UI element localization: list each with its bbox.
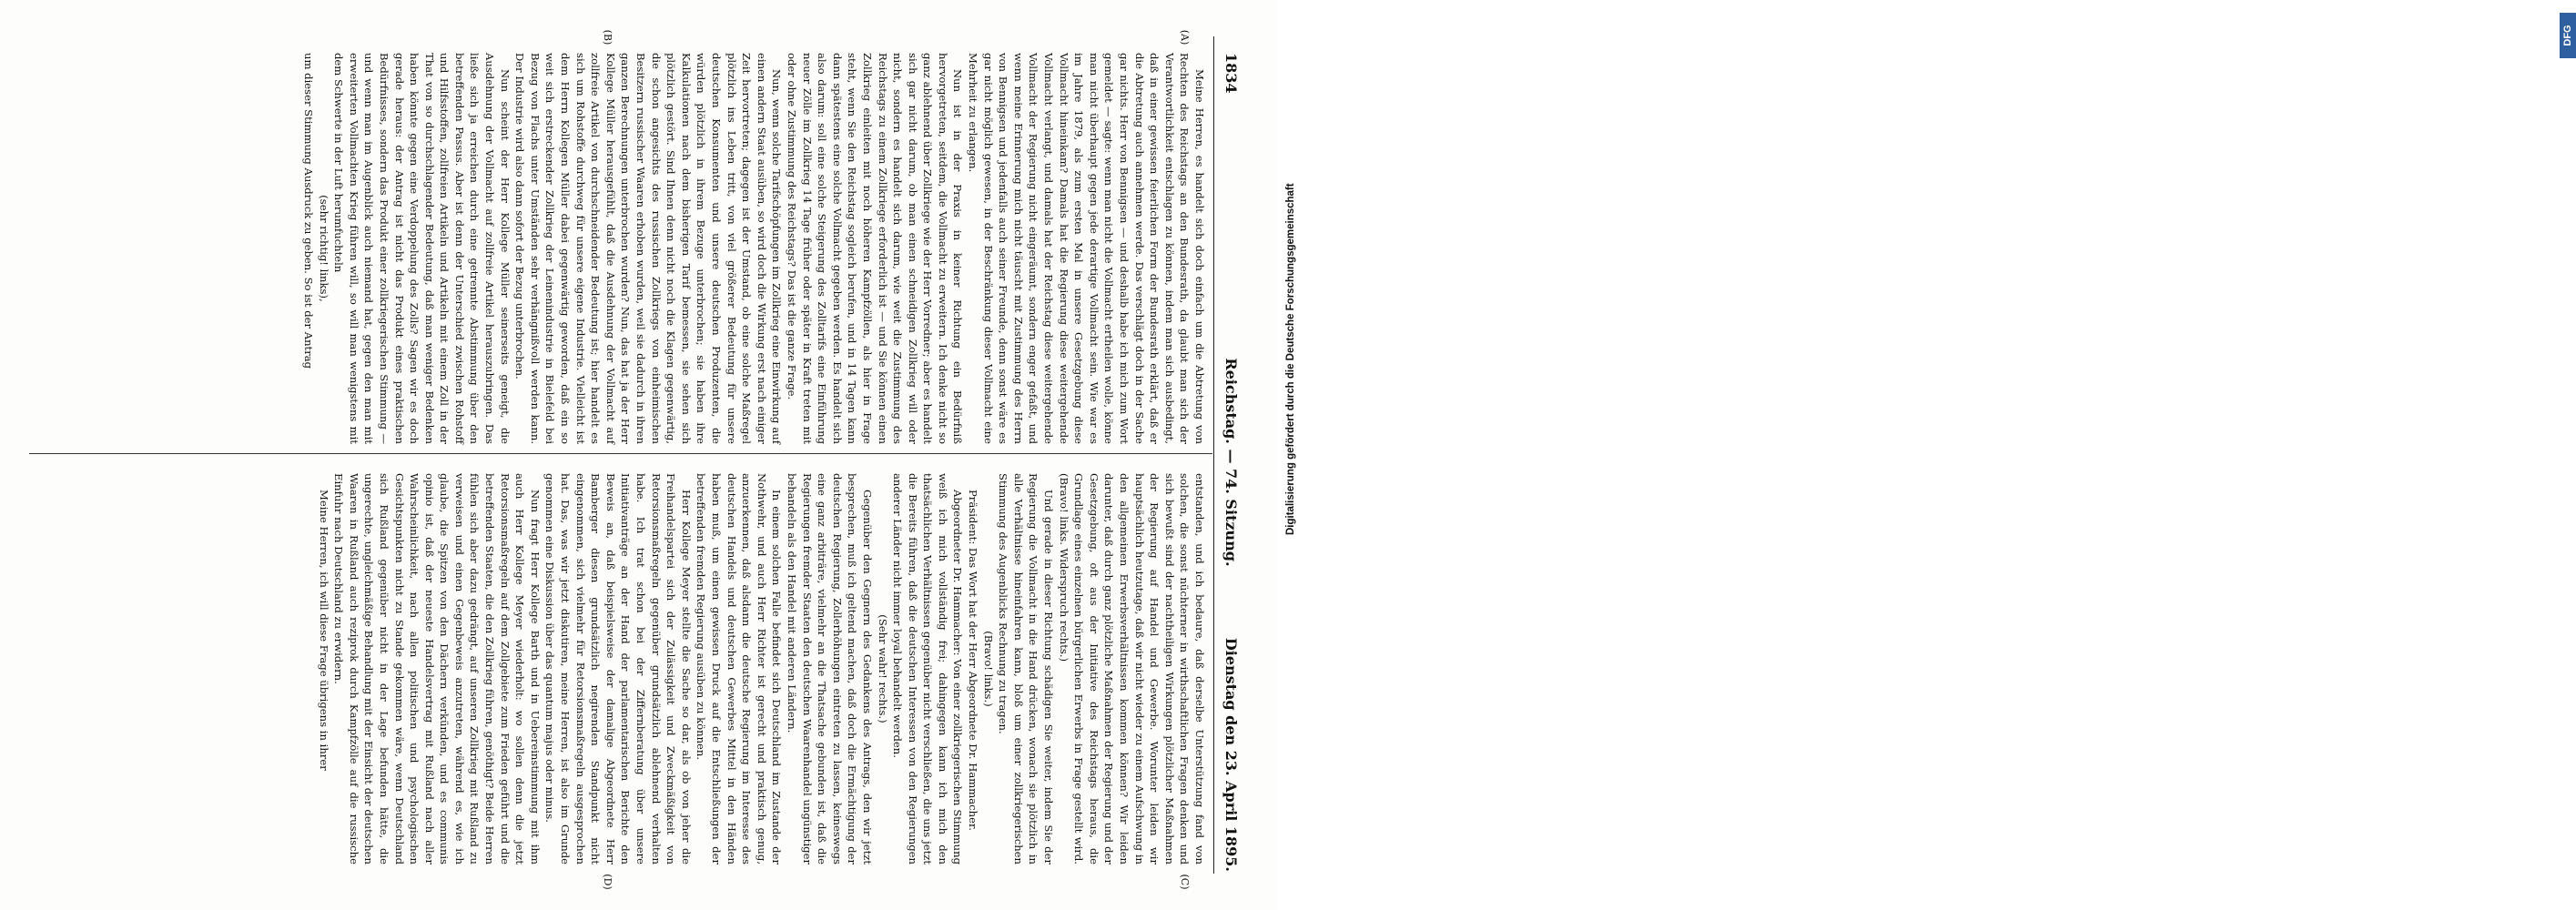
paragraph: entstanden, und ich bedaure, daß derselbe Unterstützung fand von solchen, die sonst nüchterner in wirthschaftlichen Fragen denken und sich bewußt sind der nachtheiligen Wirkungen plötzlicher Maßnahmen der Regierung auf Handel und Gewerbe. Worunter leiden wir hauptsächlich heutzutage, daß wir nicht wieder zu einem Aufschwung in den allgemeinen Erwerbsverhältnissen kommen können? Wir leiden darunter, daß durch ganz plötzliche Maßnahmen der Regierung und der Gesetzgebung, oft aus der Initiative des Reichstags heraus, die Grundlage eines einzelnen bürgerlichen Erwerbs in Frage gestellt wird. (Bravo! links. Widerspruch rechts.) <box>1057 473 1206 864</box>
right-column <box>33 473 1207 864</box>
paragraph: um dieser Stimmung Ausdruck zu geben. So ist der Antrag <box>301 53 315 369</box>
margin-mark-b: (B) <box>602 29 614 46</box>
column-divider <box>29 453 1212 454</box>
margin-mark-d: (D) <box>602 874 614 890</box>
paragraph: Und gerade in dieser Richtung schädigen Sie weiter, indem Sie der Regierung die Vollmacht in die Hand drücken, wonach sie plötzlich in alle Verhältnisse hineinfahren kann, bloß um einer zollkriegerischen Stimmung des Augenblicks Rechnung zu tragen. <box>997 473 1056 864</box>
interjection: (sehr richtig! links), <box>317 195 330 302</box>
left-column <box>33 53 1207 444</box>
digitization-note: Digitalisierung gefördert durch die Deutsche Forschungsgemeinschaft <box>1285 183 1296 535</box>
page-content <box>0 0 1247 910</box>
dfg-logo-text: DFG <box>2562 25 2573 46</box>
paragraph: Meine Herren, ich will diese Frage übrigens in ihrer <box>317 490 330 771</box>
running-header <box>1218 53 1240 872</box>
paragraph: Nun, wenn solche Tarifschöpfungen im Zollkrieg eine Einwirkung auf einen andern Staat ausüben, so wird doch die Wirkung erst nach einiger Zeit hervortreten; dagegen ist der Umstand, ob eine solche Maßregel plötzlich ins Leben tritt, von viel größerer Bedeutung für unsere deutschen Konsumenten und unsere deutschen Produzenten, die würden plötzlich in ihrem Bezuge unterbrochen; sie haben ihre Kalkulationen nach dem bisherigen Tarif bemessen, sie sehen sich plötzlich gestört. Sind Ihnen denn nicht noch die Klagen gegenwärtig, die schon angesichts des russischen Zollkriegs von einheimischen Besitzern russischer Waaren erhoben wurden, weil sie dadurch in ihren ganzen Berechnungen unterbrochen wurden? Nun, das hat ja der Herr Kollege Müller herausgefühlt, daß die Ausdehnung der Vollmacht auf zollfreie Artikel von durchschneidender Bedeutung ist; hier handelt es sich um Rohstoffe durchweg für unsere eigene Industrie. Vielleicht ist dem Herrn Kollegen Müller dabei gegenwärtig geworden, daß ein so weit sich erstreckender Zollkrieg der Leinenindustrie in Bielefeld bei Bezug von Flachs unter Umständen sehr verhängnißvoll werden kann. Der Industrie wird also dann sofort der Bezug unterbrochen. <box>513 53 784 444</box>
page-number: 1834 <box>1222 53 1240 94</box>
paragraph: Nun ist in der Praxis in keiner Richtung ein Bedürfniß hervorgetreten, seitdem, die Vollmacht zu erweitern. Ich denke nicht so ganz ablehnend über Zollkriege wie der Herr Vorredner; aber es handelt sich gar nicht darum, ob man einen schneidigen Zollkrieg will oder nicht, sondern es handelt sich darum, wie weit die Zustimmung des Reichstags zu einem Zollkriege erforderlich ist — und Sie können einen Zollkrieg einleiten mit noch höheren Kampfzöllen, als hier in Frage steht, wenn Sie den Reichstag sogleich berufen, und in 14 Tagen kann dann spätestens eine solche Vollmacht gegeben werden. Es handelt sich also darum: soll eine solche Steigerung des Zolltarifs eine Einführung neuer Zölle im Zollkrieg 14 Tage früher oder später in Kraft treten mit oder ohne Zustimmung des Reichstags? Das ist die ganze Frage. <box>785 53 965 444</box>
speaker-paragraph: Abgeordneter Dr. Hammacher: Von einer zollkriegerischen Stimmung weiß ich mich vollständig frei; dahingegen kann ich mich den thatsächlichen Verhältnissen gegenüber nicht verschließen, die uns jetzt die Bereits führen, daß die deutschen Interessen von den Regierungen anderer Länder nicht immer loyal behandelt werden. <box>891 473 965 864</box>
paragraph: Nun fragt Herr Kollege Barth und in Uebereinstimmung mit ihm auch Herr Kollege Meyer wiederholt: wo sollen denn die jetzt Retorsionsmaßregeln auf dem Zollgebiete zum Frieden geführt und die betreffenden Staaten, die den Zollkrieg führen, genöthigt? Beide Herren fühlen sich aber dazu gedrängt, auf unseren Zollkrieg mit Rußland zu verweisen und einen Gegenbeweis anzutreten, während es, wie ich glaube, die Spitzen von den Dächern verkünden, und es communis opinio ist, daß der neueste Handelsvertrag mit Rußland nach aller Wahrscheinlichkeit, nach allen politischen und psychologischen Gesichtspunkten nicht zu Stande gekommen wäre, wenn Deutschland sich Rußland gegenüber nicht in der Lage befunden hätte, die ungerechte, ungleichmäßige Behandlung mit der Einsicht der deutschen Waaren in Rußland auch reziprok durch Kampfzölle auf die russische Einfuhr nach Deutschland zu erwidern. <box>332 473 542 864</box>
interjection: (Sehr wahr! rechts.) <box>876 614 889 723</box>
paragraph: In einem solchen Falle befindet sich Deutschland im Zustande der Nothwehr, und auch Herr Richter ist gerecht und praktisch genug, anzuerkennen, daß alsdann die deutsche Regierung im Interesse des deutschen Handels und deutschen Gewerbes Mittel in den Händen haben muß, um einen gewissen Druck auf die Entschließungen der betreffenden fremden Regierung ausüben zu können. <box>695 473 784 864</box>
paragraph: Herr Kollege Meyer stellte die Sache so dar, als ob von jeher die Freihandelspartei sich der Zulässigkeit und Zweckmäßigkeit von Retorsionsmaßregeln gegenüber grundsätzlich ablehnend verhalten habe. Ich trat schon bei der Ziffernberatung über unsere Initiativanträge an der Hand der parlamentarischen Berichte den Beweis an, daß beispielsweise der damalige Abgeordnete Herr Bamberger diesen grundsätzlich negirenden Standpunkt nicht eingenommen, sich vielmehr für Retorsionsmaßregeln ausgesprochen hat. Das, was wir jetzt diskutiren, meine Herren, ist also im Grunde genommen eine Diskussion über das quantum majus oder minus. <box>543 473 693 864</box>
speaker-paragraph: Präsident: Das Wort hat der Herr Abgeordnete Dr. Hammacher. <box>967 490 980 831</box>
paragraph: Gegenüber den Gegnern des Gedankens des Antrags, den wir jetzt besprechen, muß ich geltend machen, daß doch die Ermächtigung der deutschen Regierung, Zollerhöhungen eintreten zu lassen, keineswegs eine ganz arbiträre, vielmehr an die Thatsache gebunden ist, daß die Regierungen fremder Staaten den deutschen Waarenhandel ungünstiger behandeln als den Handel mit anderen Ländern. <box>785 473 874 864</box>
rotated-page <box>0 0 1247 910</box>
dfg-logo <box>2560 13 2576 58</box>
header-rule <box>1213 36 1214 874</box>
paragraph: Nun scheint der Herr Kollege Müller seinerseits geneigt, die Ausdehnung der Vollmacht auf zollfreie Artikel herauszubringen. Das ließe sich ja erreichen durch eine getrennte Abstimmung über den betreffenden Passus. Aber ist denn der Unterschied zwischen Rohstoff und Hilfsstoffen, zollfreien Artikeln und Artikeln mit einem Zoll in der That von so durchschlagender Bedeutung, daß man weniger Bedenken haben könnte gegen eine Verdoppelung des Zolls? Sagen wir es doch gerade heraus: der Antrag ist nicht das Produkt eines praktischen Bedürfnisses, sondern das Produkt einer zollkriegerischen Stimmung — und wenn man im Augenblick auch niemand hat, gegen den man mit erweiterten Vollmachten Krieg führen will, so will man wenigstens mit dem Schwerte in der Luft herumfuchteln <box>332 53 512 444</box>
margin-mark-c: (C) <box>1179 874 1191 890</box>
page-title: Reichstag. — 74. Sitzung. <box>1222 358 1240 567</box>
session-date: Dienstag den 23. April 1895. <box>1222 637 1240 872</box>
paragraph: Meine Herren, es handelt sich doch einfach um die Abtretung von Rechten des Reichstags an den Bundesrath, da glaubt man sich der Verantwortlichkeit entschlagen zu können, indem man sich ausbedingt, daß in einer gewissen feierlichen Form der Bundesrath erklärt, daß er die Abtretung auch annehmen werde. Das verschlägt doch in der Sache gar nichts. Herr von Bennigsen — und deshalb habe ich mich zum Wort gemeldet — sagte: wenn man nicht die Vollmacht ertheilen wolle, könne man nicht überhaupt gegen jede derartige Vollmacht sein. Wie war es im Jahre 1879, als zum ersten Mal in unsere Gesetzgebung diese Vollmacht hineinkam? Damals hat die Regierung diese weitergehende Vollmacht verlangt, und damals hat der Reichstag diese weitergehende Vollmacht der Regierung nicht eingeräumt, sondern enger gefaßt, und wenn meine Erinnerung mich nicht täuscht mit Zustimmung des Herrn von Bennigsen und jedenfalls auch seiner Freunde, denn sonst wäre es gar nicht möglich gewesen, in der Beschränkung dieser Vollmacht eine Mehrheit zu erlangen. <box>967 53 1206 444</box>
margin-mark-a: (A) <box>1179 29 1191 46</box>
interjection: (Bravo! links.) <box>981 631 995 707</box>
